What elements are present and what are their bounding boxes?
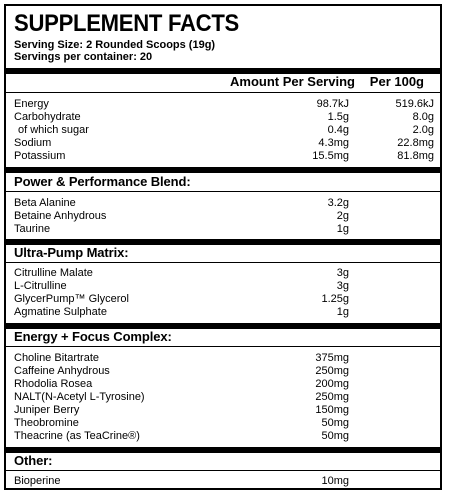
per-serving-value: 1.5g xyxy=(327,111,349,123)
per-100g-value: 8.0g xyxy=(412,111,434,123)
section-divider xyxy=(6,346,440,347)
per-serving-value: 250mg xyxy=(315,391,349,403)
section-title-ultra-pump: Ultra-Pump Matrix: xyxy=(14,245,129,260)
ingredient-label: L-Citrulline xyxy=(14,280,67,292)
ingredient-label: Citrulline Malate xyxy=(14,267,93,279)
per-serving-value: 10mg xyxy=(321,475,349,487)
ingredient-row xyxy=(6,197,440,210)
ingredient-label: Bioperine xyxy=(14,475,61,487)
per-100g-value: 81.8mg xyxy=(397,150,434,162)
ingredient-row xyxy=(6,430,440,443)
ingredient-row xyxy=(6,352,440,365)
ingredient-label: Rhodolia Rosea xyxy=(14,378,93,390)
ingredient-row xyxy=(6,365,440,378)
ingredient-label: Theobromine xyxy=(14,417,79,429)
per-serving-value: 50mg xyxy=(321,417,349,429)
ingredient-label: Beta Alanine xyxy=(14,197,76,209)
ingredient-label: Choline Bitartrate xyxy=(14,352,99,364)
per-100g-value: 22.8mg xyxy=(397,137,434,149)
ingredient-row xyxy=(6,404,440,417)
nutrient-label: Carbohydrate xyxy=(14,111,81,123)
per-serving-value: 1g xyxy=(336,223,349,235)
per-serving-value: 150mg xyxy=(315,404,349,416)
ingredient-row xyxy=(6,223,440,236)
col-header-per-serving: Amount Per Serving xyxy=(230,74,355,89)
nutrient-label: Sodium xyxy=(14,137,52,149)
ingredient-row xyxy=(6,417,440,430)
ingredient-label: Agmatine Sulphate xyxy=(14,306,107,318)
col-header-per-100g: Per 100g xyxy=(369,74,424,89)
per-serving-value: 250mg xyxy=(315,365,349,377)
per-serving-value: 1.25g xyxy=(321,293,349,305)
ingredient-row xyxy=(6,280,440,293)
per-serving-value: 15.5mg xyxy=(312,150,349,162)
nutrition-row xyxy=(6,124,440,137)
ingredient-row xyxy=(6,475,440,488)
nutrition-row xyxy=(6,98,440,111)
per-serving-value: 50mg xyxy=(321,430,349,442)
section-title-other: Other: xyxy=(14,453,53,468)
ingredient-label: Caffeine Anhydrous xyxy=(14,365,110,377)
per-serving-value: 3g xyxy=(336,280,349,292)
ingredient-row xyxy=(6,293,440,306)
section-title-power-performance: Power & Performance Blend: xyxy=(14,174,191,189)
ingredient-row xyxy=(6,210,440,223)
ingredient-label: Betaine Anhydrous xyxy=(14,210,107,222)
per-serving-value: 2g xyxy=(336,210,349,222)
section-divider xyxy=(6,191,440,192)
nutrition-row xyxy=(6,137,440,150)
per-serving-value: 0.4g xyxy=(327,124,349,136)
ingredient-row xyxy=(6,267,440,280)
ingredient-label: NALT(N-Acetyl L-Tyrosine) xyxy=(14,391,145,403)
supplement-facts-panel xyxy=(4,4,442,490)
panel-title: SUPPLEMENT FACTS xyxy=(14,10,239,37)
ingredient-label: Juniper Berry xyxy=(14,404,80,416)
per-serving-value: 3.2g xyxy=(327,197,349,209)
per-serving-value: 4.3mg xyxy=(318,137,349,149)
per-serving-value: 200mg xyxy=(315,378,349,390)
per-serving-value: 98.7kJ xyxy=(316,98,349,110)
nutrient-label: Potassium xyxy=(14,150,66,162)
section-title-energy-focus: Energy + Focus Complex: xyxy=(14,329,172,344)
ingredient-label: Theacrine (as TeaCrine®) xyxy=(14,430,140,442)
section-rule xyxy=(6,447,440,453)
per-100g-value: 2.0g xyxy=(412,124,434,136)
per-serving-value: 3g xyxy=(336,267,349,279)
per-serving-value: 1g xyxy=(336,306,349,318)
nutrition-row xyxy=(6,150,440,163)
serving-size: Serving Size: 2 Rounded Scoops (19g) xyxy=(14,39,216,51)
nutrient-label: Energy xyxy=(14,98,49,110)
section-divider xyxy=(6,470,440,471)
nutrition-row xyxy=(6,111,440,124)
servings-per-container: Servings per container: 20 xyxy=(14,51,153,63)
header-rule xyxy=(6,92,440,93)
nutrient-label: of which sugar xyxy=(18,124,89,136)
section-rule xyxy=(6,167,440,173)
ingredient-row xyxy=(6,378,440,391)
per-serving-value: 375mg xyxy=(315,352,349,364)
section-divider xyxy=(6,262,440,263)
ingredient-label: Taurine xyxy=(14,223,51,235)
per-100g-value: 519.6kJ xyxy=(395,98,434,110)
ingredient-label: GlycerPump™ Glycerol xyxy=(14,293,129,305)
ingredient-row xyxy=(6,391,440,404)
ingredient-row xyxy=(6,306,440,319)
